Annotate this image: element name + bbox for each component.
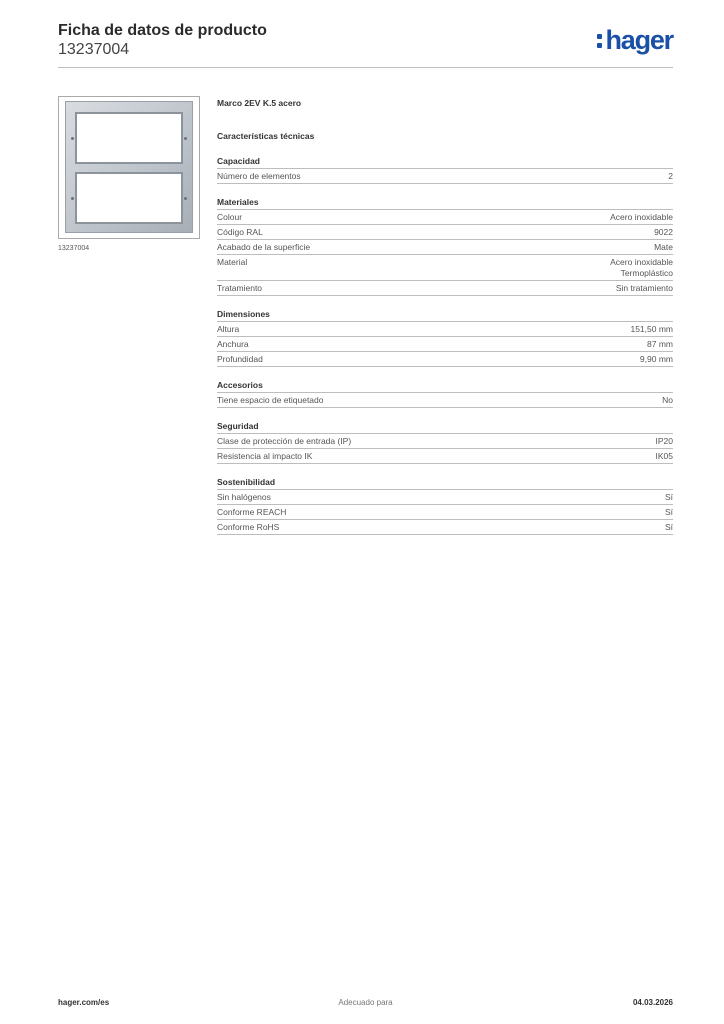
spec-label: Material	[217, 257, 248, 267]
page-title: Ficha de datos de producto	[58, 22, 267, 39]
spec-section	[217, 420, 673, 464]
section-title: Sostenibilidad	[217, 476, 673, 490]
screw-icon	[71, 137, 74, 140]
spec-label: Colour	[217, 212, 243, 222]
logo-dots-icon	[597, 32, 603, 50]
spec-value: Acero inoxidable Termoplástico	[610, 257, 673, 278]
spec-value: IK05	[655, 451, 673, 461]
spec-value: 9,90 mm	[639, 354, 673, 364]
spec-section	[217, 155, 673, 184]
product-details	[217, 96, 673, 535]
frame-opening-bottom	[75, 172, 183, 224]
spec-section	[217, 308, 673, 367]
spec-value: 9022	[654, 227, 673, 237]
spec-value: No	[662, 395, 673, 405]
spec-value: Acero inoxidable	[610, 212, 673, 222]
spec-label: Número de elementos	[217, 171, 301, 181]
spec-value: IP20	[655, 436, 673, 446]
spec-label: Código RAL	[217, 227, 263, 237]
spec-label: Profundidad	[217, 354, 263, 364]
spec-label: Resistencia al impacto IK	[217, 451, 313, 461]
spec-row	[217, 490, 673, 505]
spec-label: Acabado de la superficie	[217, 242, 311, 252]
footer-suitable-for: Adecuado para	[338, 998, 393, 1007]
technical-characteristics-title: Características técnicas	[217, 131, 315, 141]
spec-label: Conforme REACH	[217, 507, 287, 517]
spec-row	[217, 449, 673, 464]
spec-label: Clase de protección de entrada (IP)	[217, 436, 352, 446]
spec-row	[217, 240, 673, 255]
spec-row	[217, 434, 673, 449]
hager-logo	[597, 25, 673, 55]
product-code: 13237004	[58, 41, 130, 58]
spec-row	[217, 322, 673, 337]
image-caption: 13237004	[58, 245, 90, 252]
spec-value: 2	[668, 171, 673, 181]
spec-value: 87 mm	[647, 339, 673, 349]
spec-row	[217, 520, 673, 535]
spec-row	[217, 255, 673, 281]
spec-section	[217, 196, 673, 296]
frame-illustration	[65, 101, 193, 233]
page-footer	[58, 998, 673, 1010]
section-title: Capacidad	[217, 155, 673, 169]
spec-section	[217, 476, 673, 535]
spec-row	[217, 281, 673, 296]
screw-icon	[184, 197, 187, 200]
spec-label: Tiene espacio de etiquetado	[217, 395, 324, 405]
spec-row	[217, 210, 673, 225]
spec-row	[217, 169, 673, 184]
screw-icon	[184, 137, 187, 140]
spec-row	[217, 393, 673, 408]
spec-section	[217, 379, 673, 408]
spec-label: Altura	[217, 324, 240, 334]
frame-opening-top	[75, 112, 183, 164]
spec-label: Conforme RoHS	[217, 522, 280, 532]
page-header	[58, 22, 673, 68]
section-title: Accesorios	[217, 379, 673, 393]
spec-value: Sí	[664, 522, 673, 532]
spec-row	[217, 352, 673, 367]
logo-text: hager	[605, 25, 673, 55]
section-title: Seguridad	[217, 420, 673, 434]
spec-label: Tratamiento	[217, 283, 263, 293]
product-name: Marco 2EV K.5 acero	[217, 98, 302, 108]
product-image	[58, 96, 200, 239]
spec-value: Sí	[664, 492, 673, 502]
spec-value: 151,50 mm	[630, 324, 673, 334]
spec-row	[217, 225, 673, 240]
spec-value: Sí	[664, 507, 673, 517]
spec-value: Mate	[654, 242, 673, 252]
header-divider	[58, 67, 673, 68]
footer-website: hager.com/es	[58, 998, 110, 1007]
spec-value: Sin tratamiento	[615, 283, 673, 293]
screw-icon	[71, 197, 74, 200]
spec-row	[217, 505, 673, 520]
spec-label: Anchura	[217, 339, 249, 349]
spec-sections	[217, 155, 673, 535]
section-title: Materiales	[217, 196, 673, 210]
footer-date: 04.03.2026	[632, 998, 673, 1007]
section-title: Dimensiones	[217, 308, 673, 322]
spec-label: Sin halógenos	[217, 492, 271, 502]
spec-row	[217, 337, 673, 352]
